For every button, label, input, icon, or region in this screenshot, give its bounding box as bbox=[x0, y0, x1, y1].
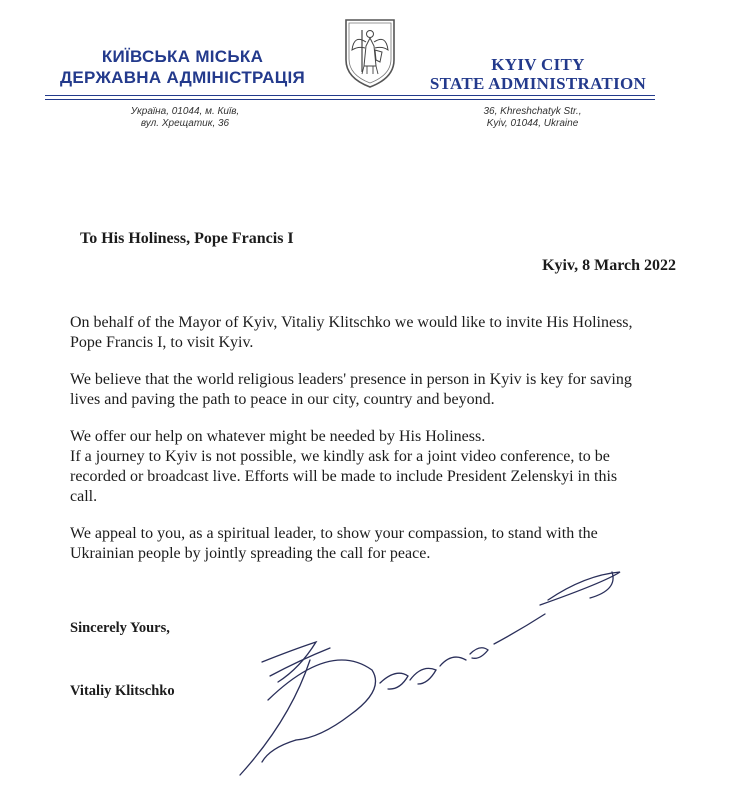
address-english bbox=[470, 106, 595, 130]
paragraph-offer bbox=[70, 427, 710, 507]
letterhead-en-line1: KYIV CITY bbox=[491, 55, 585, 74]
letterhead-ua-line2: ДЕРЖАВНА АДМІНІСТРАЦІЯ bbox=[60, 68, 305, 87]
body-line: recorded or broadcast live. Efforts will be made to include President Zelenskyi in this bbox=[70, 468, 618, 485]
body-line: If a journey to Kyiv is not possible, we kindly ask for a joint video conference, to be bbox=[70, 448, 610, 465]
letterhead-ukrainian-title bbox=[55, 46, 310, 88]
letterhead-ua-line1: КИЇВСЬКА МІСЬКА bbox=[101, 47, 264, 66]
body-line: On behalf of the Mayor of Kyiv, Vitaliy Klitschko we would like to invite His Holiness, bbox=[70, 314, 633, 331]
letterhead-en-line2: STATE ADMINISTRATION bbox=[429, 74, 647, 93]
body-line: call. bbox=[70, 488, 98, 505]
closing-salutation: Sincerely Yours, bbox=[70, 620, 170, 636]
letter-date: Kyiv, 8 March 2022 bbox=[542, 257, 676, 274]
kyiv-coat-of-arms-icon bbox=[340, 16, 400, 90]
header-divider-thin bbox=[45, 99, 655, 100]
body-line: Ukrainian people by jointly spreading the call for peace. bbox=[70, 545, 431, 562]
signer-name: Vitaliy Klitschko bbox=[70, 683, 175, 699]
body-line: We offer our help on whatever might be needed by His Holiness. bbox=[70, 428, 486, 445]
paragraph-belief bbox=[70, 370, 710, 410]
header-divider bbox=[45, 95, 655, 96]
address-ua-line: Україна, 01044, м. Київ, bbox=[130, 106, 240, 117]
address-ua-line: вул. Хрещатик, 36 bbox=[140, 118, 230, 129]
address-ukrainian bbox=[120, 106, 250, 130]
body-line: We appeal to you, as a spiritual leader, to show your compassion, to stand with the bbox=[70, 525, 598, 542]
body-line: Pope Francis I, to visit Kyiv. bbox=[70, 334, 254, 351]
recipient-line: To His Holiness, Pope Francis I bbox=[80, 230, 294, 247]
letterhead-english-title bbox=[418, 55, 658, 93]
address-en-line: 36, Khreshchatyk Str., bbox=[483, 106, 582, 117]
body-line: We believe that the world religious leaders' presence in person in Kyiv is key for saving bbox=[70, 371, 632, 388]
paragraph-appeal bbox=[70, 524, 710, 564]
letter-body bbox=[70, 313, 710, 581]
paragraph-invitation bbox=[70, 313, 710, 353]
address-en-line: Kyiv, 01044, Ukraine bbox=[486, 118, 579, 129]
body-line: lives and paving the path to peace in our city, country and beyond. bbox=[70, 391, 495, 408]
